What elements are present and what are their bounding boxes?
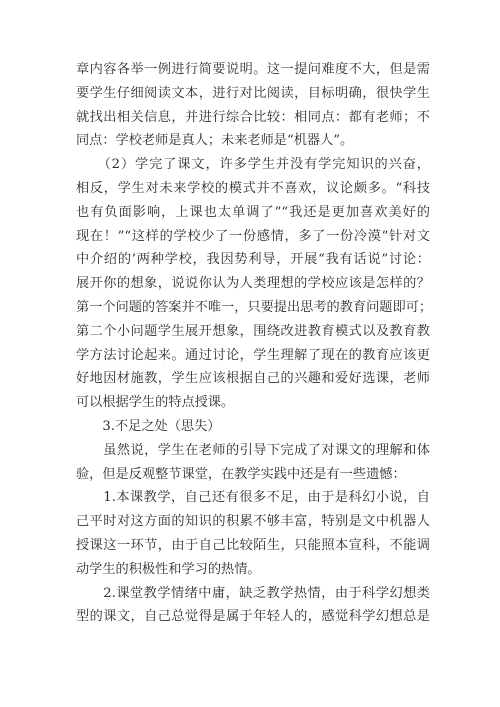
- text-line: 可以根据学生的特点授课。: [76, 395, 235, 411]
- text-line: 动学生的积极性和学习的热情。: [76, 561, 261, 577]
- text-line: 第二个小问题学生展开想象，围绕改进教育模式以及教育教: [76, 323, 430, 339]
- text-line: 学方法讨论起来。通过讨论，学生理解了现在的教育应该更: [76, 347, 430, 363]
- text-line: 相反，学生对未来学校的模式并不喜欢，议论颇多。“科技: [76, 180, 430, 196]
- text-line: 第一个问题的答案并不唯一，只要提出思考的教育问题即可；: [76, 299, 433, 315]
- section-heading: 3.不足之处（思失）: [76, 418, 221, 434]
- text-line: 中介绍的’两种学校，我因势利导，开展“我有话说”讨论：: [76, 252, 430, 268]
- text-line: 2.课堂教学情绪中庸，缺乏教学热情，由于科学幻想类: [76, 585, 430, 601]
- text-line: 章内容各举一例进行简要说明。这一提问难度不大，但是需: [76, 62, 430, 77]
- text-line: 要学生仔细阅读文本，进行对比阅读，目标明确，很快学生: [76, 85, 430, 101]
- text-line: 授课这一环节，由于自己比较陌生，只能照本宣科，不能调: [76, 537, 430, 553]
- text-line: 验，但是反观整节课堂，在教学实践中还是有一些遗憾：: [76, 466, 406, 482]
- text-line: 己平时对这方面的知识的积累不够丰富，特别是文中机器人: [76, 514, 430, 530]
- text-line: 展开你的想象，说说你认为人类理想的学校应该是怎样的？: [76, 276, 430, 292]
- text-line: 好地因材施教，学生应该根据自己的兴趣和爱好选课，老师: [76, 371, 430, 387]
- text-line: 虽然说，学生在老师的引导下完成了对课文的理解和体: [76, 442, 430, 458]
- text-line: 就找出相关信息，并进行综合比较：相同点：都有老师；不: [76, 109, 430, 125]
- text-line: 1.本课教学，自己还有很多不足，由于是科幻小说，自: [76, 490, 430, 506]
- text-line: 也有负面影响，上课也太单调了”“我还是更加喜欢美好的: [76, 204, 430, 220]
- text-line: 同点：学校老师是真人；未来老师是“机器人”。: [76, 133, 354, 149]
- text-line: 型的课文，自己总觉得是属于年轻人的，感觉科学幻想总是: [76, 609, 430, 625]
- text-line: （2）学完了课文，许多学生并没有学完知识的兴奋，: [76, 157, 430, 173]
- text-line: 现在！”“这样的学校少了一份感情，多了一份冷漠”针对文: [76, 228, 430, 244]
- document-body: [76, 58, 433, 629]
